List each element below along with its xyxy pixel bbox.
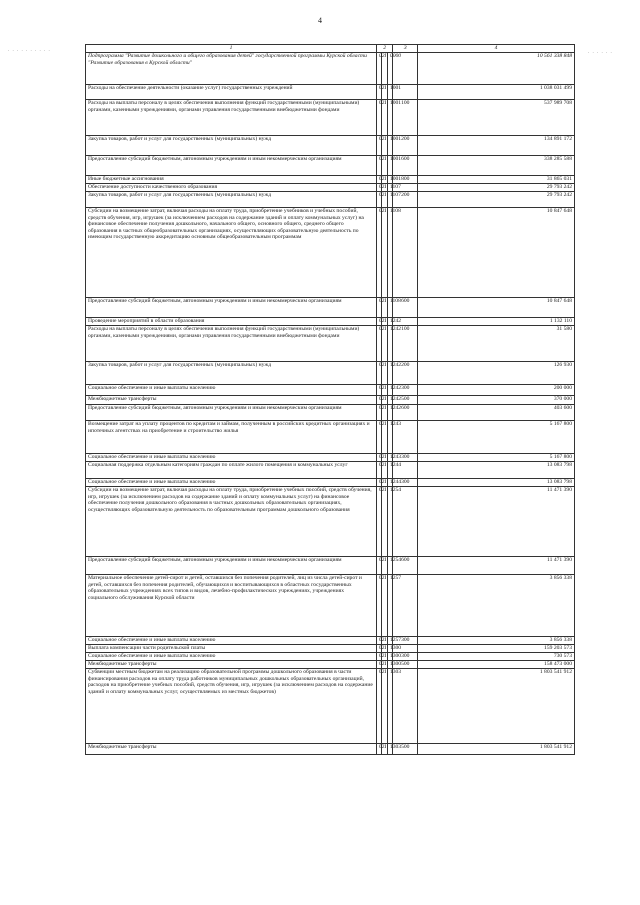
row-name: Субсидии на возмещение затрат, включая расходы на оплату труда, приобретение учебных пособий, средств обучения, игр, игрушек (за исключением расходов на содержание зданий и оплату коммунальных услуг) на финансовое обеспечение получения дошкольного образования в частных дошкольных образовательных организациях, осуществляющих образовательную деятельность по образовательным программам дошкольного образования <box>86 487 377 557</box>
row-amount: 338 285 588 <box>418 156 575 176</box>
table-row <box>86 669 575 744</box>
row-code-section: 02 <box>376 396 381 405</box>
table-row <box>86 184 575 192</box>
row-amount: 10 847 648 <box>418 298 575 318</box>
row-code-section: 02 <box>376 454 381 462</box>
table-row <box>86 208 575 298</box>
row-amount: 10 561 338 848 <box>418 53 575 85</box>
row-amount: 3 856 338 <box>418 575 575 637</box>
row-code-item: 1303 <box>387 669 393 744</box>
row-code-section: 02 <box>376 669 381 744</box>
row-name: Предоставление субсидий бюджетным, автономным учреждениям и иным некоммерческим организациям <box>86 156 377 176</box>
table-row <box>86 653 575 661</box>
row-code-section: 02 <box>376 653 381 661</box>
row-amount: 158 473 000 <box>418 661 575 669</box>
row-name: Закупка товаров, работ и услуг для государственных (муниципальных) нужд <box>86 136 377 156</box>
header-col-3: 3 <box>393 45 418 53</box>
row-amount: 370 000 <box>418 396 575 405</box>
scan-artifact: . . . . . . <box>588 50 613 55</box>
row-name: Социальное обеспечение и иные выплаты населению <box>86 385 377 396</box>
table-row <box>86 192 575 208</box>
row-code-item: 1303 <box>387 744 393 755</box>
row-code-subprogram: I <box>382 575 387 637</box>
row-code-subprogram: I <box>382 645 387 653</box>
row-name: Подпрограмма "Развитие дошкольного и общего образования детей" государственной программы Курской области "Развитие образования в Курской области" <box>86 53 377 85</box>
row-code-section: 02 <box>376 575 381 637</box>
row-code-item: 0000 <box>387 53 393 85</box>
row-code-item: 1108 <box>387 298 393 318</box>
row-name: Расходы на обеспечение деятельности (оказание услуг) государственных учреждений <box>86 85 377 100</box>
row-amount: 1 038 031 499 <box>418 85 575 100</box>
row-code-item: 1108 <box>387 208 393 298</box>
row-code-subprogram: I <box>382 462 387 479</box>
row-code-item: 1300 <box>387 661 393 669</box>
table-row <box>86 385 575 396</box>
row-expense-type: 500 <box>393 661 418 669</box>
table-row <box>86 362 575 385</box>
row-amount: 134 891 172 <box>418 136 575 156</box>
row-code-subprogram: I <box>382 85 387 100</box>
row-expense-type: 200 <box>393 136 418 156</box>
row-code-subprogram: I <box>382 744 387 755</box>
row-amount: 5 167 800 <box>418 454 575 462</box>
row-name: Социальная поддержка отдельным категориям граждан по оплате жилого помещения и коммунальных услуг <box>86 462 377 479</box>
row-code-item: 1254 <box>387 487 393 557</box>
row-code-item: 1001 <box>387 100 393 136</box>
row-code-section: 02 <box>376 176 381 184</box>
row-expense-type: 600 <box>393 405 418 421</box>
row-code-section: 02 <box>376 405 381 421</box>
row-amount: 1 803 541 912 <box>418 669 575 744</box>
row-code-section: 02 <box>376 385 381 396</box>
table-row <box>86 298 575 318</box>
row-name: Социальное обеспечение и иные выплаты населению <box>86 637 377 645</box>
row-code-subprogram: I <box>382 176 387 184</box>
table-row <box>86 645 575 653</box>
row-amount: 730 573 <box>418 653 575 661</box>
table-row <box>86 661 575 669</box>
row-name: Социальное обеспечение и иные выплаты населению <box>86 653 377 661</box>
row-expense-type: 600 <box>393 557 418 575</box>
row-code-subprogram: I <box>382 184 387 192</box>
row-code-subprogram: I <box>382 362 387 385</box>
row-expense-type: 600 <box>393 156 418 176</box>
table-row <box>86 637 575 645</box>
row-code-section: 02 <box>376 421 381 454</box>
row-code-item: 1001 <box>387 176 393 184</box>
row-code-subprogram: I <box>382 156 387 176</box>
row-expense-type: 300 <box>393 479 418 487</box>
row-expense-type: 300 <box>393 637 418 645</box>
row-code-subprogram: I <box>382 192 387 208</box>
row-expense-type: 200 <box>393 192 418 208</box>
row-amount: 159 203 573 <box>418 645 575 653</box>
row-name: Расходы на выплаты персоналу в целях обеспечения выполнения функций государственными (муниципальными) органами, казенными учреждениями, органами управления государственными внебюджетными фондами <box>86 326 377 362</box>
row-expense-type <box>393 669 418 744</box>
row-name: Предоставление субсидий бюджетным, автономным учреждениям и иным некоммерческим организациям <box>86 557 377 575</box>
row-expense-type: 300 <box>393 454 418 462</box>
row-expense-type: 600 <box>393 298 418 318</box>
table-row <box>86 575 575 637</box>
row-expense-type: 200 <box>393 362 418 385</box>
row-name: Межбюджетные трансферты <box>86 661 377 669</box>
table-row <box>86 479 575 487</box>
row-code-section: 02 <box>376 85 381 100</box>
row-expense-type: 300 <box>393 653 418 661</box>
row-code-item: 1242 <box>387 405 393 421</box>
row-expense-type <box>393 575 418 637</box>
row-code-section: 02 <box>376 184 381 192</box>
row-code-subprogram: I <box>382 53 387 85</box>
header-col-1: 1 <box>86 45 377 53</box>
row-code-section: 02 <box>376 156 381 176</box>
row-expense-type: 800 <box>393 176 418 184</box>
row-code-item: 1244 <box>387 479 393 487</box>
row-code-subprogram: I <box>382 653 387 661</box>
row-code-section: 02 <box>376 136 381 156</box>
header-col-4: 4 <box>418 45 575 53</box>
row-code-subprogram: I <box>382 661 387 669</box>
row-code-subprogram: I <box>382 318 387 326</box>
row-code-subprogram: I <box>382 669 387 744</box>
row-code-subprogram: I <box>382 208 387 298</box>
row-code-section: 02 <box>376 744 381 755</box>
table-row <box>86 326 575 362</box>
row-code-section: 02 <box>376 645 381 653</box>
row-code-item: 1001 <box>387 85 393 100</box>
row-code-item: 1257 <box>387 637 393 645</box>
table-row <box>86 176 575 184</box>
header-col-2: 2 <box>376 45 392 53</box>
row-name: Предоставление субсидий бюджетным, автономным учреждениям и иным некоммерческим организациям <box>86 405 377 421</box>
row-amount: 5 167 800 <box>418 421 575 454</box>
row-name: Субсидии на возмещение затрат, включая расходы на оплату труда, приобретение учебников и учебных пособий, средств обучения, игр, игрушек (за исключением расходов на содержание зданий и оплату коммунальных услуг) на финансовое обеспечение получения дошкольного, начального общего, основного общего, среднего общего образования в частных общеобразовательных организациях, осуществляющих образовательную деятельность по имеющим государственную аккредитацию основным общеобразовательным программам <box>86 208 377 298</box>
row-name: Материальное обеспечение детей-сирот и детей, оставшихся без попечения родителей, лиц из числа детей-сирот и детей, оставшихся без попечения родителей, обучающихся и воспитывающихся в областных государственных образовательных учреждениях всех типов и видов, лечебно-профилактических учреждениях, учреждениях социального обслуживания Курской области <box>86 575 377 637</box>
row-amount: 537 989 708 <box>418 100 575 136</box>
row-name: Социальное обеспечение и иные выплаты населению <box>86 479 377 487</box>
table-row <box>86 156 575 176</box>
row-code-item: 1242 <box>387 318 393 326</box>
row-name: Закупка товаров, работ и услуг для государственных (муниципальных) нужд <box>86 362 377 385</box>
row-expense-type: 100 <box>393 100 418 136</box>
row-name: Возмещение затрат на уплату процентов по кредитам и займам, полученным в российских кредитных организациях и ипотечных агентствах на приобретение и строительство жилья <box>86 421 377 454</box>
row-code-subprogram: I <box>382 479 387 487</box>
row-expense-type <box>393 208 418 298</box>
row-code-section: 02 <box>376 318 381 326</box>
row-code-subprogram: I <box>382 396 387 405</box>
row-name: Межбюджетные трансферты <box>86 744 377 755</box>
row-amount: 31 580 <box>418 326 575 362</box>
row-expense-type: 500 <box>393 396 418 405</box>
row-expense-type: 500 <box>393 744 418 755</box>
row-code-item: 1254 <box>387 557 393 575</box>
row-code-item: 1242 <box>387 396 393 405</box>
table-row <box>86 100 575 136</box>
row-name: Закупка товаров, работ и услуг для государственных (муниципальных) нужд <box>86 192 377 208</box>
row-name: Иные бюджетные ассигнования <box>86 176 377 184</box>
row-code-section: 02 <box>376 362 381 385</box>
table-row <box>86 454 575 462</box>
row-code-section: 02 <box>376 479 381 487</box>
row-amount: 31 865 031 <box>418 176 575 184</box>
row-name: Социальное обеспечение и иные выплаты населению <box>86 454 377 462</box>
row-code-item: 1001 <box>387 136 393 156</box>
page-number: 4 <box>318 16 322 25</box>
row-code-item: 1257 <box>387 575 393 637</box>
row-amount: 29 793 242 <box>418 184 575 192</box>
budget-table <box>85 44 575 755</box>
table-row <box>86 557 575 575</box>
row-code-item: 1244 <box>387 462 393 479</box>
row-code-item: 1107 <box>387 192 393 208</box>
row-name: Межбюджетные трансферты <box>86 396 377 405</box>
row-code-item: 1242 <box>387 362 393 385</box>
row-amount: 11 471 390 <box>418 557 575 575</box>
row-code-item: 1243 <box>387 421 393 454</box>
row-code-item: 1242 <box>387 385 393 396</box>
row-code-section: 02 <box>376 192 381 208</box>
table-row <box>86 53 575 85</box>
row-code-subprogram: I <box>382 487 387 557</box>
row-amount: 3 856 338 <box>418 637 575 645</box>
row-code-section: 02 <box>376 53 381 85</box>
row-code-subprogram: I <box>382 421 387 454</box>
row-code-section: 02 <box>376 326 381 362</box>
row-code-item: 1300 <box>387 645 393 653</box>
row-name: Расходы на выплаты персоналу в целях обеспечения выполнения функций государственными (муниципальными) органами, казенными учреждениями, органами управления государственными внебюджетными фондами <box>86 100 377 136</box>
table-row <box>86 136 575 156</box>
row-code-subprogram: I <box>382 637 387 645</box>
row-code-subprogram: I <box>382 298 387 318</box>
row-name: Выплата компенсации части родительской платы <box>86 645 377 653</box>
row-name: Субвенции местным бюджетам на реализацию образовательной программы дошкольного образования в части финансирования расходов на оплату труда работников муниципальных дошкольных образовательных организаций, расходов на приобретение учебных пособий, средств обучения, игр, игрушек (за исключением расходов на содержание зданий и оплату коммунальных услуг, осуществляемых из местных бюджетов) <box>86 669 377 744</box>
row-code-item: 1300 <box>387 653 393 661</box>
row-code-section: 02 <box>376 462 381 479</box>
table-row <box>86 405 575 421</box>
row-code-item: 1242 <box>387 326 393 362</box>
row-amount: 403 600 <box>418 405 575 421</box>
row-expense-type: 300 <box>393 385 418 396</box>
row-code-subprogram: I <box>382 405 387 421</box>
table-row <box>86 487 575 557</box>
row-code-subprogram: I <box>382 326 387 362</box>
row-expense-type <box>393 487 418 557</box>
row-code-section: 02 <box>376 661 381 669</box>
table-row <box>86 744 575 755</box>
table-header-row <box>86 45 575 53</box>
row-code-subprogram: I <box>382 557 387 575</box>
row-amount: 11 471 390 <box>418 487 575 557</box>
row-code-section: 02 <box>376 298 381 318</box>
row-code-subprogram: I <box>382 136 387 156</box>
row-code-section: 02 <box>376 487 381 557</box>
row-code-section: 02 <box>376 557 381 575</box>
row-name: Обеспечение доступности качественного образования <box>86 184 377 192</box>
row-code-item: 1243 <box>387 454 393 462</box>
row-code-subprogram: I <box>382 100 387 136</box>
row-expense-type: 100 <box>393 326 418 362</box>
row-code-section: 02 <box>376 208 381 298</box>
row-code-item: 1001 <box>387 156 393 176</box>
row-amount: 1 132 110 <box>418 318 575 326</box>
row-amount: 1 803 541 912 <box>418 744 575 755</box>
table-row <box>86 396 575 405</box>
table-row <box>86 462 575 479</box>
row-name: Предоставление субсидий бюджетным, автономным учреждениям и иным некоммерческим организациям <box>86 298 377 318</box>
row-amount: 200 000 <box>418 385 575 396</box>
row-amount: 10 847 648 <box>418 208 575 298</box>
table-row <box>86 85 575 100</box>
row-name: Проведение мероприятий в области образования <box>86 318 377 326</box>
scan-artifact: . . . . . . . . . . <box>8 48 51 53</box>
row-code-section: 02 <box>376 637 381 645</box>
table-row <box>86 318 575 326</box>
row-amount: 13 083 798 <box>418 462 575 479</box>
row-code-subprogram: I <box>382 454 387 462</box>
row-amount: 13 083 798 <box>418 479 575 487</box>
row-code-section: 02 <box>376 100 381 136</box>
table-row <box>86 421 575 454</box>
row-amount: 126 930 <box>418 362 575 385</box>
row-code-item: 1107 <box>387 184 393 192</box>
row-amount: 29 793 242 <box>418 192 575 208</box>
row-code-subprogram: I <box>382 385 387 396</box>
